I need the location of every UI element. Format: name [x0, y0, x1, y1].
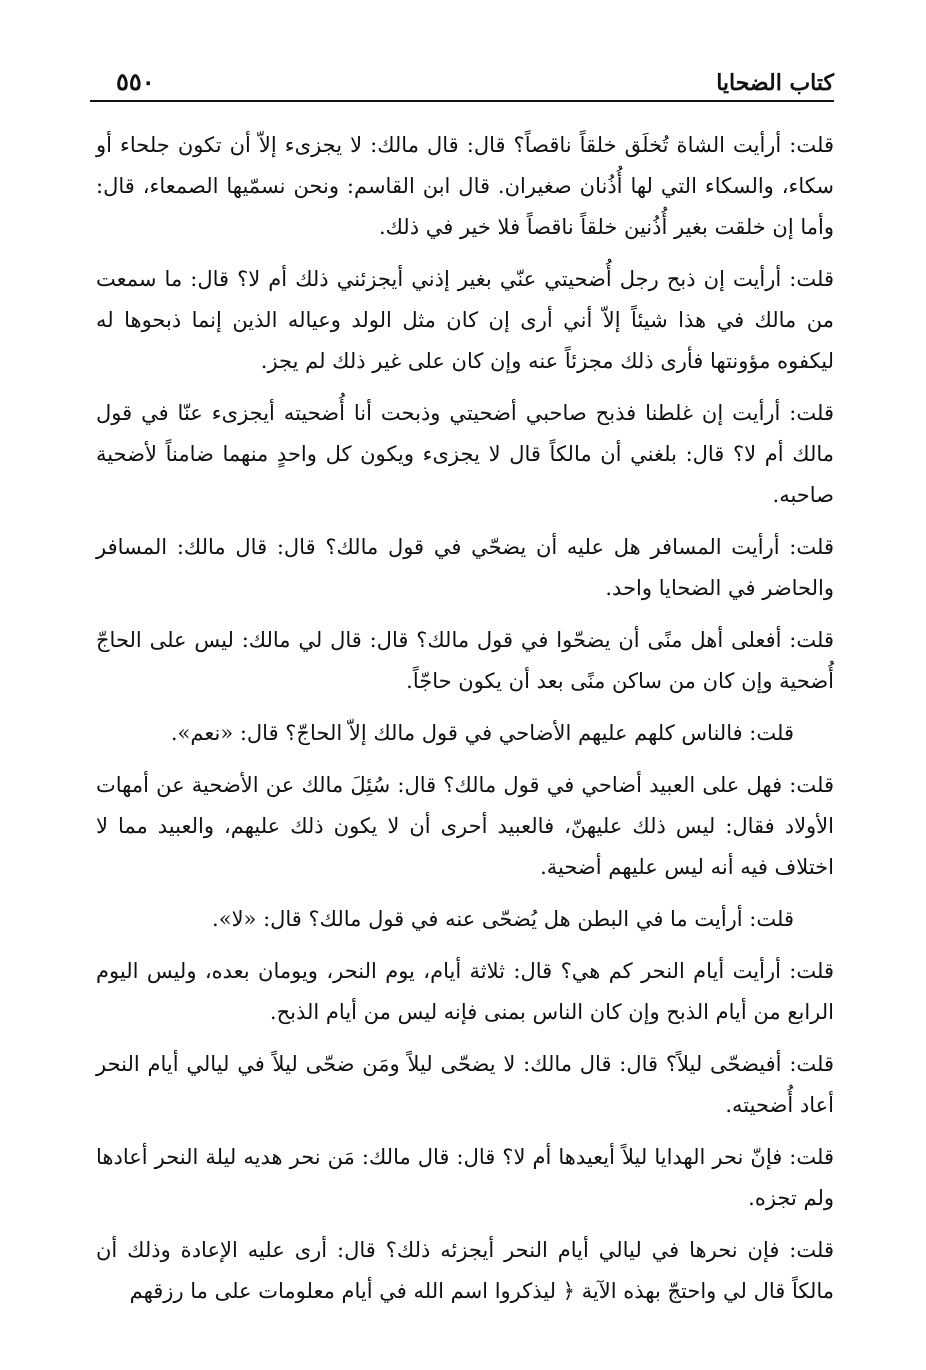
- paragraph-12: قلت: فإن نحرها في ليالي أيام النحر أيجزئه ذلك؟ قال: أرى عليه الإعادة وذلك أن مالكاً قال لي واحتجّ بهذه الآية ﴿ ليذكروا اسم الله في أيام معلومات على ما رزقهم: [96, 1238, 834, 1303]
- paragraph-7: قلت: فهل على العبيد أضاحي في قول مالك؟ قال: سُئِلَ مالك عن الأضحية عن أمهات الأولاد فقال: ليس ذلك عليهنّ، فالعبيد أحرى أن لا يكون ذلك عليهم، والعبيد مما لا اختلاف فيه أنه ليس عليهم أضحية.: [96, 773, 834, 879]
- book-title: كتاب الضحايا: [716, 70, 834, 96]
- paragraph-5: قلت: أفعلى أهل منًى أن يضحّوا في قول مالك؟ قال: قال لي مالك: ليس على الحاجّ أُضحية وإن كان من ساكن منًى بعد أن يكون حاجّاً.: [96, 628, 834, 693]
- paragraph-6: قلت: فالناس كلهم عليهم الأضاحي في قول مالك إلاّ الحاجّ؟ قال: «نعم».: [170, 721, 794, 745]
- page-number: ٥٥٠: [116, 67, 155, 96]
- paragraph-2: قلت: أرأيت إن ذبح رجل أُضحيتي عنّي بغير إذني أيجزئني ذلك أم لا؟ قال: ما سمعت من مالك في هذا شيئاً إلاّ أني أرى إن كان مثل الولد وعياله الذين إنما ذبحوها له ليكفوه مؤونتها فأرى ذلك مجزئاً عنه وإن كان على غير ذلك لم يجز.: [96, 267, 834, 373]
- paragraph-10: قلت: أفيضحّى ليلاً؟ قال: قال مالك: لا يضحّى ليلاً ومَن ضحّى ليلاً في ليالي أيام النحر أعاد أُضحيته.: [96, 1052, 834, 1117]
- paragraph-11: قلت: فإنّ نحر الهدايا ليلاً أيعيدها أم لا؟ قال: قال مالك: مَن نحر هديه ليلة النحر أعادها ولم تجزه.: [96, 1145, 834, 1210]
- paragraph-8: قلت: أرأيت ما في البطن هل يُضحّى عنه في قول مالك؟ قال: «لا».: [212, 907, 794, 931]
- running-head: [90, 64, 834, 102]
- paragraph-1: قلت: أرأيت الشاة تُخلَق خلقاً ناقصاً؟ قال: قال مالك: لا يجزىء إلاّ أن تكون جلحاء أو سكاء، والسكاء التي لها أُذُنان صغيران. قال ابن القاسم: ونحن نسمّيها الصمعاء، قال: وأما إن خلقت بغير أُذُنين خلقاً ناقصاً فلا خير في ذلك.: [96, 133, 834, 239]
- paragraph-9: قلت: أرأيت أيام النحر كم هي؟ قال: ثلاثة أيام، يوم النحر، ويومان بعده، وليس اليوم الرابع من أيام الذبح وإن كان الناس بمنى فإنه ليس من أيام الذبح.: [96, 959, 834, 1024]
- paragraph-4: قلت: أرأيت المسافر هل عليه أن يضحّي في قول مالك؟ قال: قال مالك: المسافر والحاضر في الضحايا واحد.: [96, 535, 834, 600]
- paragraph-3: قلت: أرأيت إن غلطنا فذبح صاحبي أضحيتي وذبحت أنا أُضحيته أيجزىء عنّا في قول مالك أم لا؟ قال: بلغني أن مالكاً قال لا يجزىء ويكون كل واحدٍ منهما ضامناً لأضحية صاحبه.: [96, 401, 834, 507]
- body-text: [96, 125, 834, 1323]
